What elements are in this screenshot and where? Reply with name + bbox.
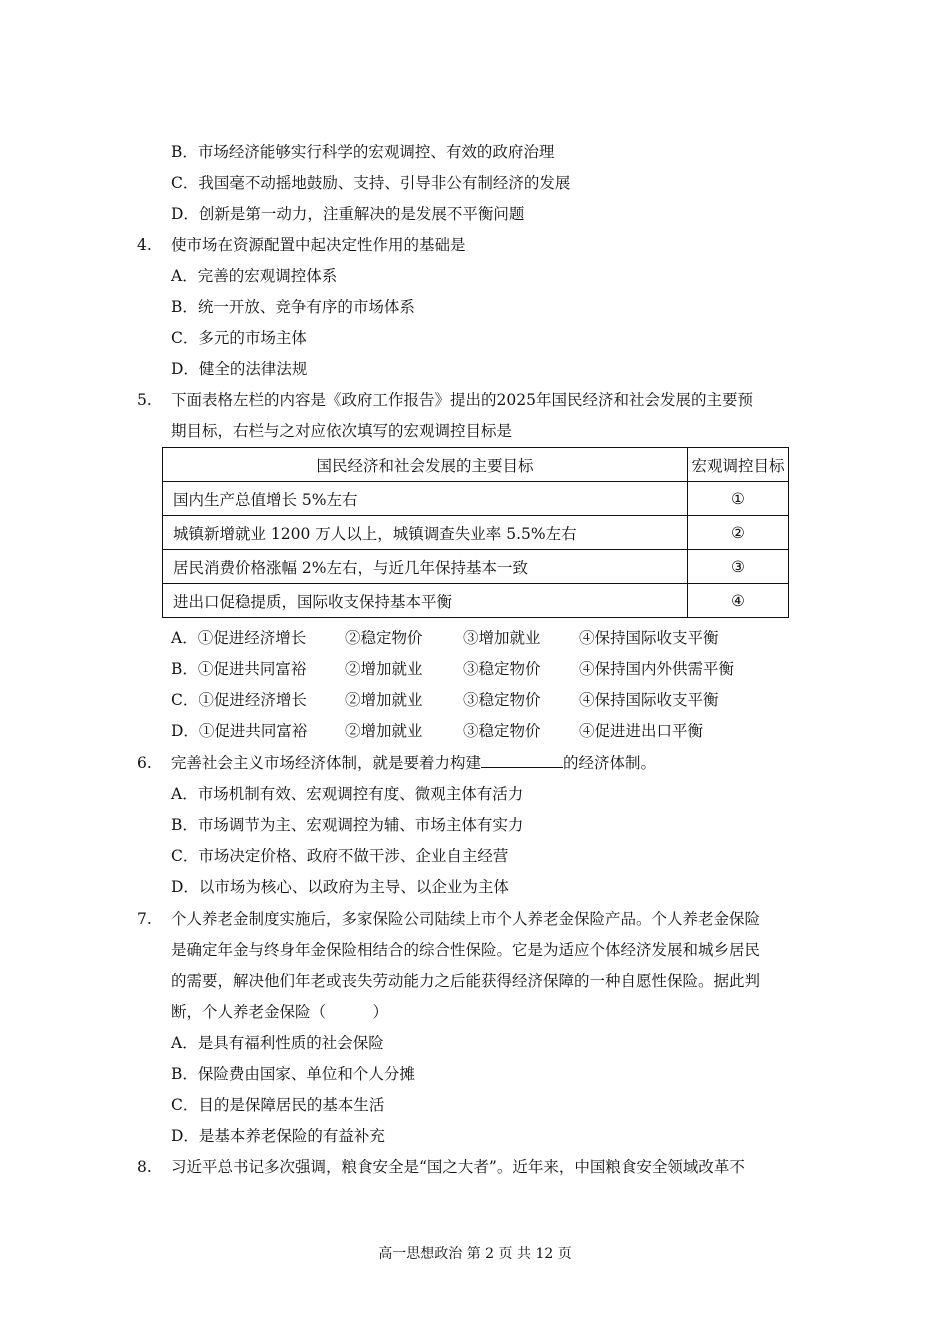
q4-number: 4.	[137, 236, 152, 254]
table-row	[163, 584, 789, 618]
q6-option-b: B．市场调节为主、宏观调控为辅、市场主体有实力	[171, 816, 524, 834]
q8-number: 8.	[137, 1158, 152, 1176]
table-cell-goal: 进出口促稳提质，国际收支保持基本平衡	[163, 584, 688, 618]
table-header-right: 宏观调控目标	[688, 448, 789, 482]
fill-in-blank	[481, 753, 563, 768]
table-header-row	[163, 448, 789, 482]
q5-option-c-part3: ③稳定物价	[463, 691, 541, 709]
q6-option-d: D．以市场为核心、以政府为主导、以企业为主体	[171, 878, 509, 896]
q5-option-d-part1: D．①促进共同富裕	[171, 722, 308, 740]
q5-option-a-part1: A．①促进经济增长	[171, 629, 307, 647]
q4-option-b: B．统一开放、竞争有序的市场体系	[171, 298, 415, 316]
table-cell-goal: 城镇新增就业 1200 万人以上，城镇调查失业率 5.5%左右	[163, 516, 688, 550]
q3-option-c: C．我国毫不动摇地鼓励、支持、引导非公有制经济的发展	[171, 174, 571, 192]
table-row	[163, 550, 789, 584]
q7-option-d: D．是基本养老保险的有益补充	[171, 1127, 385, 1145]
q5-number: 5.	[137, 391, 152, 409]
q7-option-b: B．保险费由国家、单位和个人分摊	[171, 1065, 415, 1083]
q7-option-c: C．目的是保障居民的基本生活	[171, 1096, 385, 1114]
q3-option-d: D．创新是第一动力，注重解决的是发展不平衡问题	[171, 205, 525, 223]
table-header-left: 国民经济和社会发展的主要目标	[163, 448, 688, 482]
q5-option-d-part4: ④促进进出口平衡	[579, 722, 704, 740]
q5-option-a-part2: ②稳定物价	[345, 629, 423, 647]
q5-option-c-part1: C．①促进经济增长	[171, 691, 307, 709]
q5-option-c-part4: ④保持国际收支平衡	[579, 691, 719, 709]
q5-stem-line1: 下面表格左栏的内容是《政府工作报告》提出的2025年国民经济和社会发展的主要预	[171, 391, 753, 409]
q5-option-b-part3: ③稳定物价	[463, 660, 541, 678]
q5-option-d-part3: ③稳定物价	[463, 722, 541, 740]
q5-option-b-part4: ④保持国内外供需平衡	[579, 660, 735, 678]
page-footer: 高一思想政治 第 2 页 共 12 页	[378, 1246, 572, 1262]
q4-option-d: D．健全的法律法规	[171, 360, 308, 378]
table-cell-target: ②	[688, 516, 789, 550]
q4-option-a: A．完善的宏观调控体系	[171, 267, 338, 285]
q5-goals-table	[162, 447, 789, 618]
q4-option-c: C．多元的市场主体	[171, 329, 307, 347]
q3-option-b: B．市场经济能够实行科学的宏观调控、有效的政府治理	[171, 143, 555, 161]
q6-stem-before: 完善社会主义市场经济体制，就是要着力构建	[171, 754, 482, 772]
table-cell-goal: 国内生产总值增长 5%左右	[163, 482, 688, 516]
q7-stem-line3: 的需要，解决他们年老或丧失劳动能力之后能获得经济保障的一种自愿性保险。据此判	[171, 972, 761, 990]
q6-stem-after: 的经济体制。	[563, 754, 657, 772]
table-cell-target: ④	[688, 584, 789, 618]
q7-stem-line2: 是确定年金与终身年金保险相结合的综合性保险。它是为适应个体经济发展和城乡居民	[171, 941, 761, 959]
q5-option-b-part2: ②增加就业	[345, 660, 423, 678]
q6-stem	[171, 753, 656, 773]
q6-option-c: C．市场决定价格、政府不做干涉、企业自主经营	[171, 847, 509, 865]
q6-number: 6.	[137, 754, 152, 772]
q6-option-a: A．市场机制有效、宏观调控有度、微观主体有活力	[171, 785, 524, 803]
table-row	[163, 482, 789, 516]
q7-stem-line4: 断，个人养老金保险（ ）	[171, 1003, 389, 1021]
q5-option-c-part2: ②增加就业	[345, 691, 423, 709]
q8-stem-line1: 习近平总书记多次强调，粮食安全是“国之大者”。近年来，中国粮食安全领域改革不	[171, 1158, 745, 1176]
table-cell-target: ③	[688, 550, 789, 584]
q7-stem-line1: 个人养老金制度实施后，多家保险公司陆续上市个人养老金保险产品。个人养老金保险	[171, 910, 761, 928]
q5-option-a-part3: ③增加就业	[463, 629, 541, 647]
table-row	[163, 516, 789, 550]
table-cell-target: ①	[688, 482, 789, 516]
q7-number: 7.	[137, 910, 152, 928]
q5-stem-line2: 期目标，右栏与之对应依次填写的宏观调控目标是	[171, 422, 513, 440]
q5-option-d-part2: ②增加就业	[345, 722, 423, 740]
table-cell-goal: 居民消费价格涨幅 2%左右，与近几年保持基本一致	[163, 550, 688, 584]
q5-option-b-part1: B．①促进共同富裕	[171, 660, 307, 678]
q5-option-a-part4: ④保持国际收支平衡	[579, 629, 719, 647]
q4-stem: 使市场在资源配置中起决定性作用的基础是	[171, 236, 466, 254]
q7-option-a: A．是具有福利性质的社会保险	[171, 1034, 384, 1052]
